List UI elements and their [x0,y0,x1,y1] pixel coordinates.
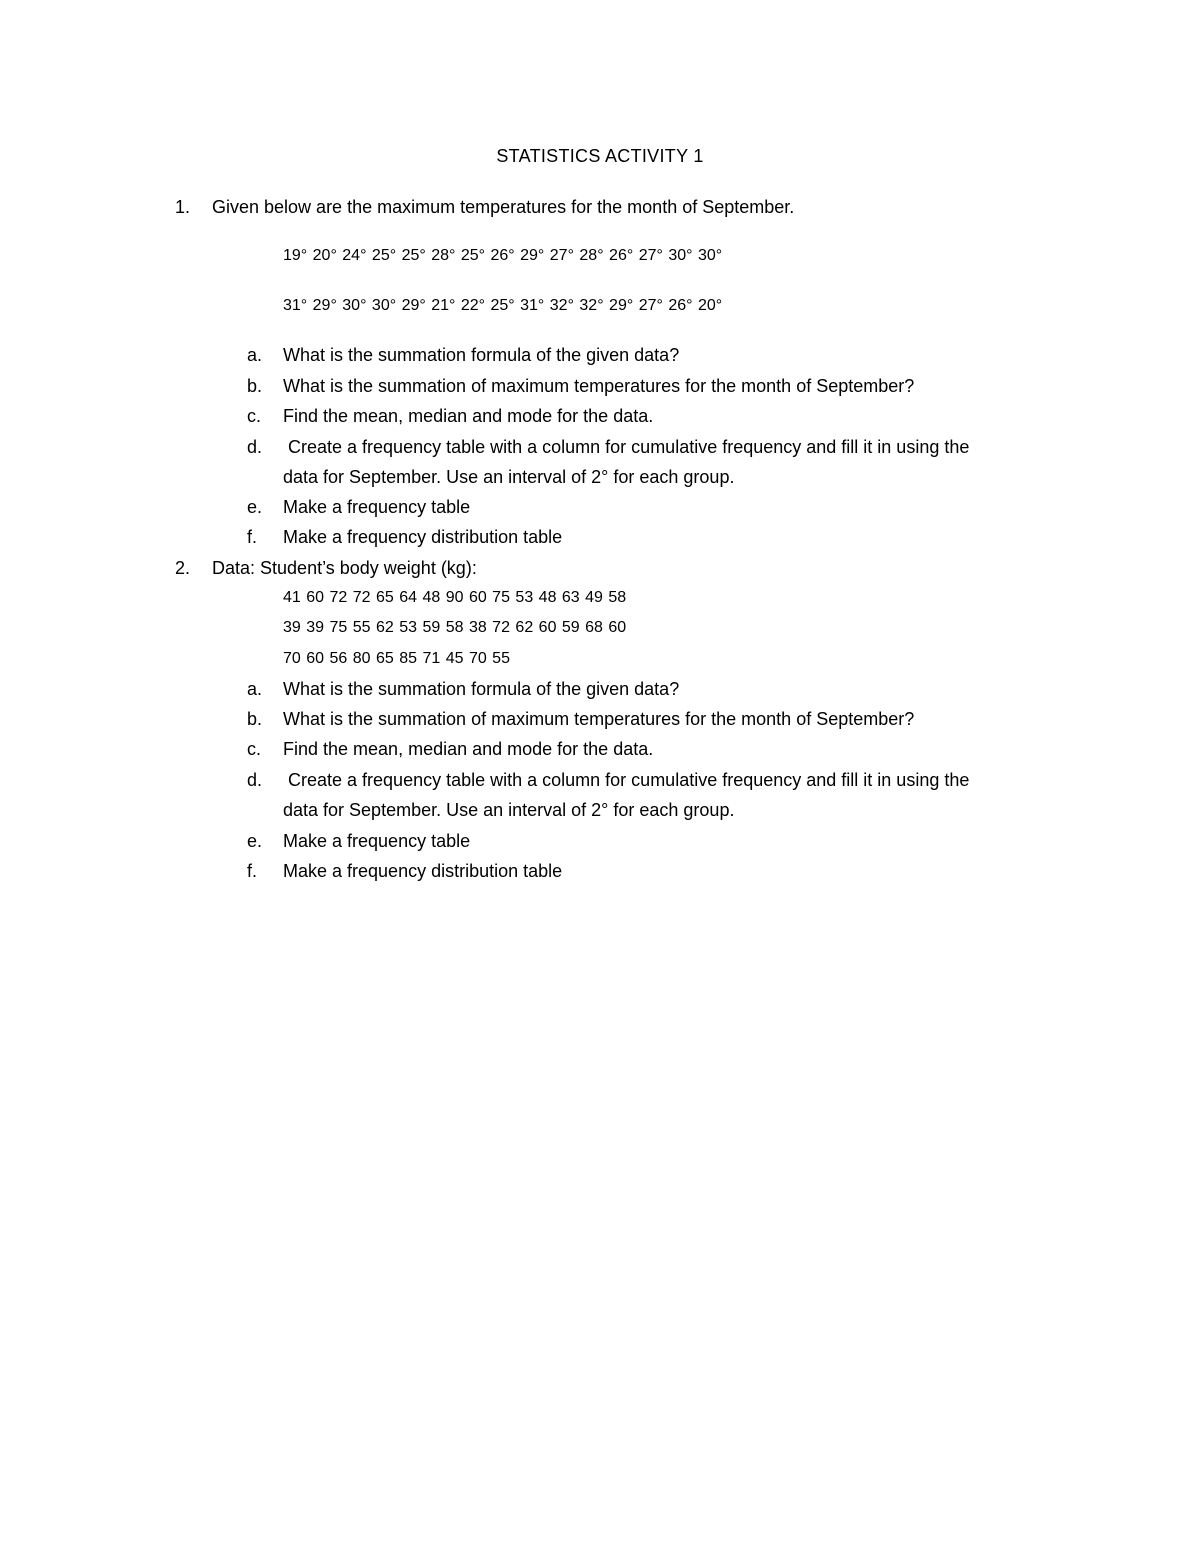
document-title: STATISTICS ACTIVITY 1 [496,146,704,166]
q1-item-a-text: What is the summation formula of the given data? [283,345,680,365]
q2-item-d-text-line-2: data for September. Use an interval of 2° for each group. [283,800,735,820]
q1-item-c-letter: c. [247,406,262,426]
q2-item-a-letter: a. [247,679,263,699]
q2-item-d-text-line-1: Create a frequency table with a column for cumulative frequency and fill it in using the [283,770,970,790]
q1-item-e-letter: e. [247,497,263,517]
q1-item-b-text: What is the summation of maximum temperatures for the month of September? [283,376,915,396]
q2-item-c-text: Find the mean, median and mode for the data. [283,739,654,759]
q1-item-c-text: Find the mean, median and mode for the data. [283,406,654,426]
q2-item-b-letter: b. [247,709,263,729]
q2-item-f-letter: f. [247,861,258,881]
q2-data-row-3: 70 60 56 80 65 85 71 45 70 55 [283,650,510,667]
q2-item-c-letter: c. [247,739,262,759]
q1-item-d-text-line-1: Create a frequency table with a column for cumulative frequency and fill it in using the [283,437,970,457]
q1-data-row-2: 31° 29° 30° 30° 29° 21° 22° 25° 31° 32° 32° 29° 27° 26° 20° [283,297,723,314]
q2-item-e-letter: e. [247,831,263,851]
q1-item-f-letter: f. [247,527,258,547]
question-2-text: Data: Student’s body weight (kg): [212,558,477,578]
q2-item-d-letter: d. [247,770,263,790]
q1-item-b-letter: b. [247,376,263,396]
question-1-text: Given below are the maximum temperatures for the month of September. [212,197,795,217]
q1-item-d-text-line-2: data for September. Use an interval of 2° for each group. [283,467,735,487]
q1-data-row-1: 19° 20° 24° 25° 25° 28° 25° 26° 29° 27° 28° 26° 27° 30° 30° [283,247,723,264]
q1-item-d-letter: d. [247,437,263,457]
q2-item-b-text: What is the summation of maximum temperatures for the month of September? [283,709,915,729]
q2-data-row-1: 41 60 72 72 65 64 48 90 60 75 53 48 63 49 58 [283,589,627,606]
q1-item-e-text: Make a frequency table [283,497,471,517]
question-1-number: 1. [175,197,191,217]
q2-item-e-text: Make a frequency table [283,831,471,851]
q2-item-a-text: What is the summation formula of the given data? [283,679,680,699]
q1-item-f-text: Make a frequency distribution table [283,527,563,547]
q1-item-a-letter: a. [247,345,263,365]
question-2-number: 2. [175,558,191,578]
q2-data-row-2: 39 39 75 55 62 53 59 58 38 72 62 60 59 68 60 [283,619,627,636]
q2-item-f-text: Make a frequency distribution table [283,861,563,881]
